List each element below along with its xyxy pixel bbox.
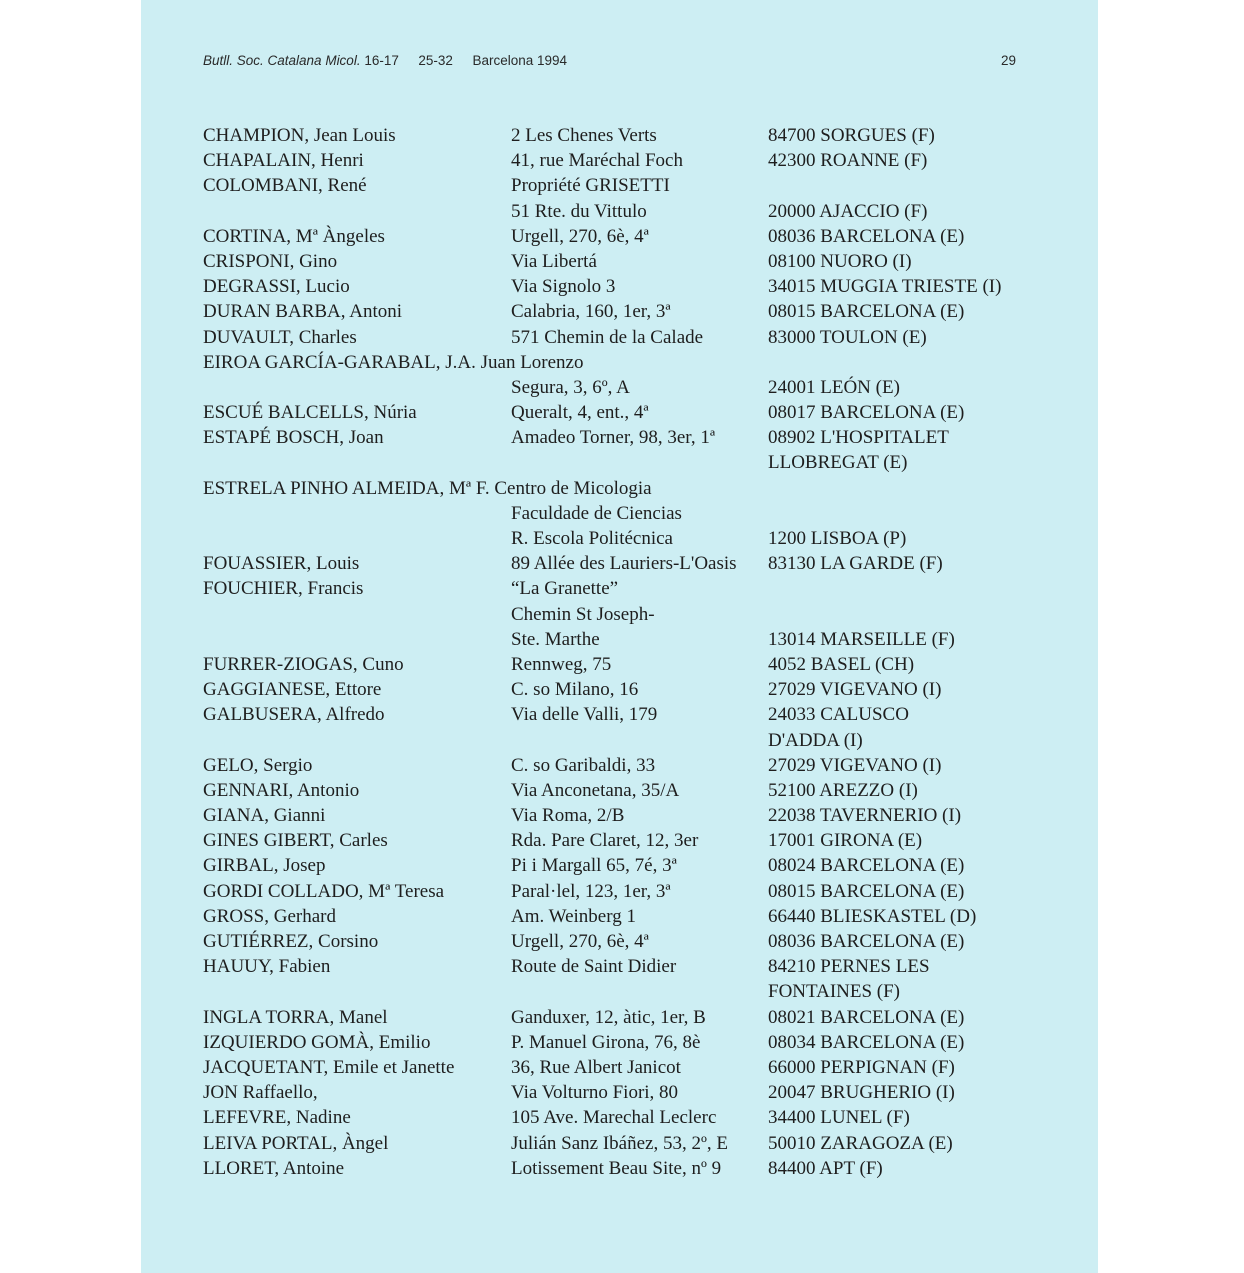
member-city: 24001 LEÓN (E) (768, 376, 900, 398)
member-address: Via Signolo 3 (511, 276, 616, 298)
directory-row (203, 224, 1033, 249)
member-city: 20000 AJACCIO (F) (768, 200, 928, 222)
member-address: Via Anconetana, 35/A (511, 779, 680, 801)
member-name: CRISPONI, Gino (203, 250, 338, 272)
directory-row (203, 450, 1033, 475)
member-address: Via Libertá (511, 250, 597, 272)
member-city: LLOBREGAT (E) (768, 452, 908, 474)
member-city: 34400 LUNEL (F) (768, 1107, 910, 1129)
member-city: 1200 LISBOA (P) (768, 528, 907, 549)
directory-row (203, 652, 1033, 677)
member-address: Queralt, 4, ent., 4ª (511, 402, 649, 424)
member-directory (203, 123, 1033, 1181)
member-address: R. Escola Politécnica (511, 528, 673, 549)
member-name: DEGRASSI, Lucio (203, 276, 350, 298)
member-name: LLORET, Antoine (203, 1157, 345, 1179)
member-city: 27029 VIGEVANO (I) (768, 679, 942, 701)
member-address: Ganduxer, 12, àtic, 1er, B (511, 1006, 706, 1028)
directory-row (203, 979, 1033, 1004)
page-number: 29 (1000, 53, 1016, 68)
member-name: INGLA TORRA, Manel (203, 1006, 388, 1028)
member-address: Ste. Marthe (511, 628, 600, 650)
member-name: EIROA GARCÍA-GARABAL, J.A. Juan Lorenzo (203, 351, 584, 373)
member-name: LEFEVRE, Nadine (203, 1107, 351, 1129)
member-address: Chemin St Joseph- (511, 603, 655, 625)
directory-row (203, 1156, 1033, 1181)
member-name: GIRBAL, Josep (203, 855, 326, 877)
directory-row (203, 602, 1033, 627)
member-city: 83000 TOULON (E) (768, 326, 927, 348)
member-address: Pi i Margall 65, 7é, 3ª (511, 855, 677, 877)
directory-row (203, 375, 1033, 400)
member-name: GELO, Sergio (203, 754, 313, 776)
directory-row (203, 1030, 1033, 1055)
member-name: JON Raffaello, (203, 1082, 318, 1104)
member-address: Lotissement Beau Site, nº 9 (511, 1157, 722, 1179)
member-city: 84400 APT (F) (768, 1157, 883, 1179)
directory-row (203, 929, 1033, 954)
directory-row (203, 476, 1033, 501)
directory-row (203, 1005, 1033, 1030)
directory-row (203, 501, 1033, 526)
directory-row (203, 425, 1033, 450)
member-name: DURAN BARBA, Antoni (203, 301, 402, 323)
directory-row (203, 249, 1033, 274)
directory-row (203, 551, 1033, 576)
directory-row (203, 576, 1033, 601)
directory-row (203, 753, 1033, 778)
member-address: C. so Milano, 16 (511, 679, 639, 701)
member-city: 08034 BARCELONA (E) (768, 1031, 965, 1053)
directory-row (203, 123, 1033, 148)
member-city: 08015 BARCELONA (E) (768, 301, 965, 323)
member-name: HAUUY, Fabien (203, 956, 331, 978)
directory-row (203, 274, 1033, 299)
member-name: ESCUÉ BALCELLS, Núria (203, 402, 417, 424)
member-name: JACQUETANT, Emile et Janette (203, 1056, 455, 1078)
member-city: 08017 BARCELONA (E) (768, 402, 965, 424)
member-address: Via Roma, 2/B (511, 805, 625, 827)
directory-row (203, 627, 1033, 652)
member-city: 13014 MARSEILLE (F) (768, 628, 955, 650)
member-city: 08015 BARCELONA (E) (768, 880, 965, 902)
member-name: GENNARI, Antonio (203, 779, 360, 801)
member-city: 27029 VIGEVANO (I) (768, 754, 942, 776)
directory-row (203, 677, 1033, 702)
directory-row (203, 400, 1033, 425)
member-city: 17001 GIRONA (E) (768, 830, 923, 852)
member-name: GINES GIBERT, Carles (203, 830, 388, 852)
member-name: GIANA, Gianni (203, 805, 326, 827)
member-address: Rennweg, 75 (511, 653, 612, 675)
member-address: Via Volturno Fiori, 80 (511, 1082, 679, 1104)
member-address: Paral·lel, 123, 1er, 3ª (511, 880, 671, 902)
member-address: Am. Weinberg 1 (511, 905, 636, 927)
directory-row (203, 828, 1033, 853)
member-address: “La Granette” (511, 578, 619, 600)
member-city: 34015 MUGGIA TRIESTE (I) (768, 276, 1002, 298)
directory-row (203, 199, 1033, 224)
directory-row (203, 299, 1033, 324)
member-city: 84700 SORGUES (F) (768, 125, 935, 146)
running-header (203, 53, 1016, 73)
member-address: 105 Ave. Marechal Leclerc (511, 1107, 717, 1129)
member-city: 84210 PERNES LES (768, 956, 930, 978)
member-name: CORTINA, Mª Àngeles (203, 225, 385, 247)
directory-row (203, 1105, 1033, 1130)
member-address: Julián Sanz Ibáñez, 53, 2º, E (511, 1132, 728, 1154)
member-city: D'ADDA (I) (768, 729, 863, 751)
member-name: GUTIÉRREZ, Corsino (203, 931, 379, 952)
member-city: 52100 AREZZO (I) (768, 779, 918, 801)
member-address: C. so Garibaldi, 33 (511, 754, 656, 776)
member-city: 08902 L'HOSPITALET (768, 427, 949, 449)
directory-row (203, 904, 1033, 929)
member-city: 20047 BRUGHERIO (I) (768, 1082, 955, 1104)
volume: 16-17 (364, 53, 399, 68)
directory-row (203, 1080, 1033, 1105)
directory-row (203, 954, 1033, 979)
directory-row (203, 702, 1033, 727)
page-range: 25-32 (418, 53, 453, 68)
member-name: CHAPALAIN, Henri (203, 150, 364, 172)
member-city: 08036 BARCELONA (E) (768, 225, 965, 247)
member-address: Via delle Valli, 179 (511, 704, 658, 726)
place-year: Barcelona 1994 (472, 53, 568, 68)
member-name: FOUCHIER, Francis (203, 578, 364, 600)
member-city: 50010 ZARAGOZA (E) (768, 1132, 953, 1154)
member-address: Route de Saint Didier (511, 956, 677, 978)
directory-row (203, 728, 1033, 753)
member-city: 08100 NUORO (I) (768, 250, 912, 272)
directory-row (203, 148, 1033, 173)
member-address: Amadeo Torner, 98, 3er, 1ª (511, 427, 716, 449)
member-name: GALBUSERA, Alfredo (203, 704, 385, 726)
member-name: GORDI COLLADO, Mª Teresa (203, 880, 445, 902)
member-address: Urgell, 270, 6è, 4ª (511, 931, 649, 952)
member-city: 66000 PERPIGNAN (F) (768, 1056, 955, 1078)
member-address: 571 Chemin de la Calade (511, 326, 704, 348)
member-address: 2 Les Chenes Verts (511, 125, 657, 146)
member-name: COLOMBANI, René (203, 175, 367, 197)
document-page (141, 0, 1098, 1273)
member-city: 83130 LA GARDE (F) (768, 553, 943, 575)
member-address: 36, Rue Albert Janicot (511, 1056, 681, 1078)
directory-row (203, 879, 1033, 904)
member-address: Urgell, 270, 6è, 4ª (511, 225, 649, 247)
member-city: 08024 BARCELONA (E) (768, 855, 965, 877)
member-address: 51 Rte. du Vittulo (511, 200, 647, 222)
member-address: 89 Allée des Lauriers-L'Oasis (511, 553, 737, 575)
member-city: 08036 BARCELONA (E) (768, 931, 965, 952)
journal-title: Butll. Soc. Catalana Micol. (203, 53, 361, 68)
member-city: 22038 TAVERNERIO (I) (768, 805, 962, 827)
member-name: LEIVA PORTAL, Àngel (203, 1132, 389, 1154)
directory-row (203, 1055, 1033, 1080)
directory-row (203, 350, 1033, 375)
member-address: Calabria, 160, 1er, 3ª (511, 301, 671, 323)
member-address: P. Manuel Girona, 76, 8è (511, 1031, 701, 1053)
member-name: FURRER-ZIOGAS, Cuno (203, 653, 404, 675)
member-city: 08021 BARCELONA (E) (768, 1006, 965, 1028)
directory-row (203, 526, 1033, 551)
member-name: IZQUIERDO GOMÀ, Emilio (203, 1031, 431, 1053)
member-name: CHAMPION, Jean Louis (203, 125, 396, 146)
member-address: Faculdade de Ciencias (511, 502, 682, 524)
directory-row (203, 803, 1033, 828)
member-city: 66440 BLIESKASTEL (D) (768, 905, 977, 927)
member-name: FOUASSIER, Louis (203, 553, 360, 575)
member-address: Segura, 3, 6º, A (511, 376, 630, 398)
member-address: 41, rue Maréchal Foch (511, 150, 683, 172)
member-name: DUVAULT, Charles (203, 326, 357, 348)
member-address: Rda. Pare Claret, 12, 3er (511, 830, 699, 852)
directory-row (203, 1131, 1033, 1156)
directory-row (203, 853, 1033, 878)
member-name: ESTAPÉ BOSCH, Joan (203, 427, 384, 449)
member-name: GROSS, Gerhard (203, 905, 336, 927)
member-city: 24033 CALUSCO (768, 704, 909, 726)
directory-row (203, 778, 1033, 803)
member-city: 42300 ROANNE (F) (768, 150, 928, 172)
member-city: 4052 BASEL (CH) (768, 653, 915, 675)
directory-row (203, 325, 1033, 350)
member-city: FONTAINES (F) (768, 981, 901, 1003)
member-name: GAGGIANESE, Ettore (203, 679, 382, 701)
member-name: ESTRELA PINHO ALMEIDA, Mª F. Centro de Micologia (203, 477, 652, 499)
member-address: Propriété GRISETTI (511, 175, 670, 197)
directory-row (203, 173, 1033, 198)
